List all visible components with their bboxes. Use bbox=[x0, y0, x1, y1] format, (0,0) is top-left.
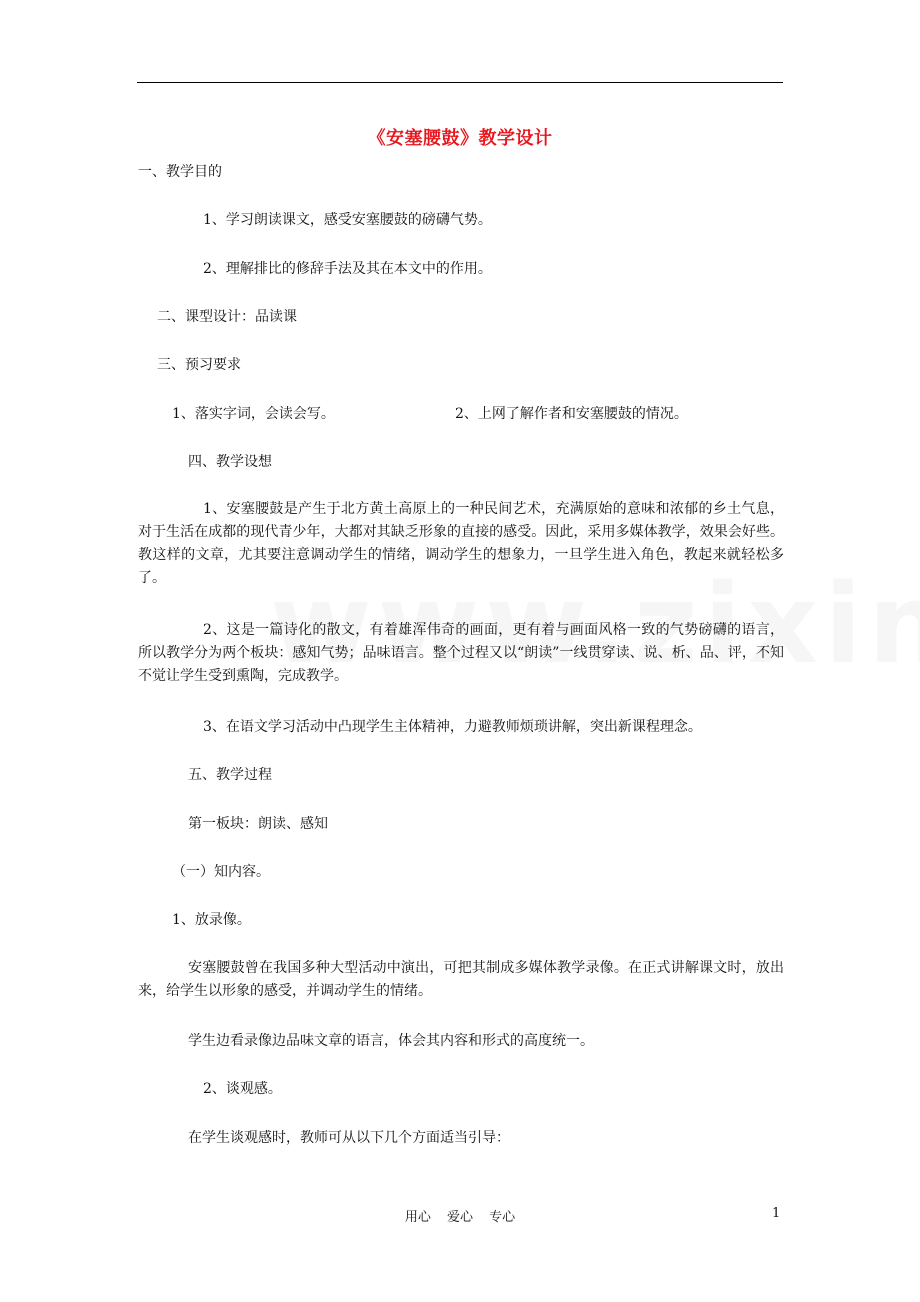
section-3-heading: 三、预习要求 bbox=[157, 357, 241, 373]
header-rule bbox=[137, 82, 783, 83]
section-3-item-2: 2、上网了解作者和安塞腰鼓的情况。 bbox=[455, 406, 688, 422]
page-number: 1 bbox=[772, 1206, 781, 1221]
step-2-heading: 2、谈观感。 bbox=[203, 1081, 282, 1097]
section-4-paragraph-2: 2、这是一篇诗化的散文，有着雄浑伟奇的画面，更有着与画面风格一致的气势磅礴的语言，所以教学分为两个板块：感知气势；品味语言。整个过程又以“朗读”一线贯穿读、说、析、品、评，不知不觉让学生受到熏陶，完成教学。 bbox=[138, 622, 784, 684]
section-2-heading: 二、课型设计：品读课 bbox=[157, 309, 297, 325]
section-4-paragraph-1: 1、安塞腰鼓是产生于北方黄土高原上的一种民间艺术，充满原始的意味和浓郁的乡土气息，对于生活在成都的现代青少年，大都对其缺乏形象的直接的感受。因此，采用多媒体教学，效果会好些。教这样的文章，尤其要注意调动学生的情绪，调动学生的想象力，一旦学生进入角色，教起来就轻松多了。 bbox=[138, 501, 784, 586]
step-2-paragraph-1: 在学生谈观感时，教师可从以下几个方面适当引导： bbox=[188, 1130, 510, 1146]
step-1-paragraph-2: 学生边看录像边品味文章的语言，体会其内容和形式的高度统一。 bbox=[188, 1033, 594, 1049]
section-1-heading: 一、教学目的 bbox=[138, 164, 222, 180]
section-4-paragraph-3: 3、在语文学习活动中凸现学生主体精神，力避教师烦琐讲解，突出新课程理念。 bbox=[203, 719, 702, 735]
section-4-heading: 四、教学设想 bbox=[188, 454, 272, 470]
section-5-heading: 五、教学过程 bbox=[188, 767, 272, 783]
section-1-item-1: 1、学习朗读课文，感受安塞腰鼓的磅礴气势。 bbox=[203, 212, 492, 228]
section-1-item-2: 2、理解排比的修辞手法及其在本文中的作用。 bbox=[203, 261, 492, 277]
subsection-1-heading: （一）知内容。 bbox=[172, 864, 270, 880]
step-1-paragraph-1: 安塞腰鼓曾在我国多种大型活动中演出，可把其制成多媒体教学录像。在正式讲解课文时，放出来，给学生以形象的感受，并调动学生的情绪。 bbox=[138, 960, 784, 999]
footer-text: 用心 爱心 专心 bbox=[404, 1210, 516, 1225]
step-1-heading: 1、放录像。 bbox=[172, 912, 251, 928]
document-title: 《安塞腰鼓》教学设计 bbox=[367, 128, 553, 149]
section-3-item-1: 1、落实字词，会读会写。 bbox=[172, 406, 335, 422]
block-1-heading: 第一板块：朗读、感知 bbox=[188, 816, 328, 832]
